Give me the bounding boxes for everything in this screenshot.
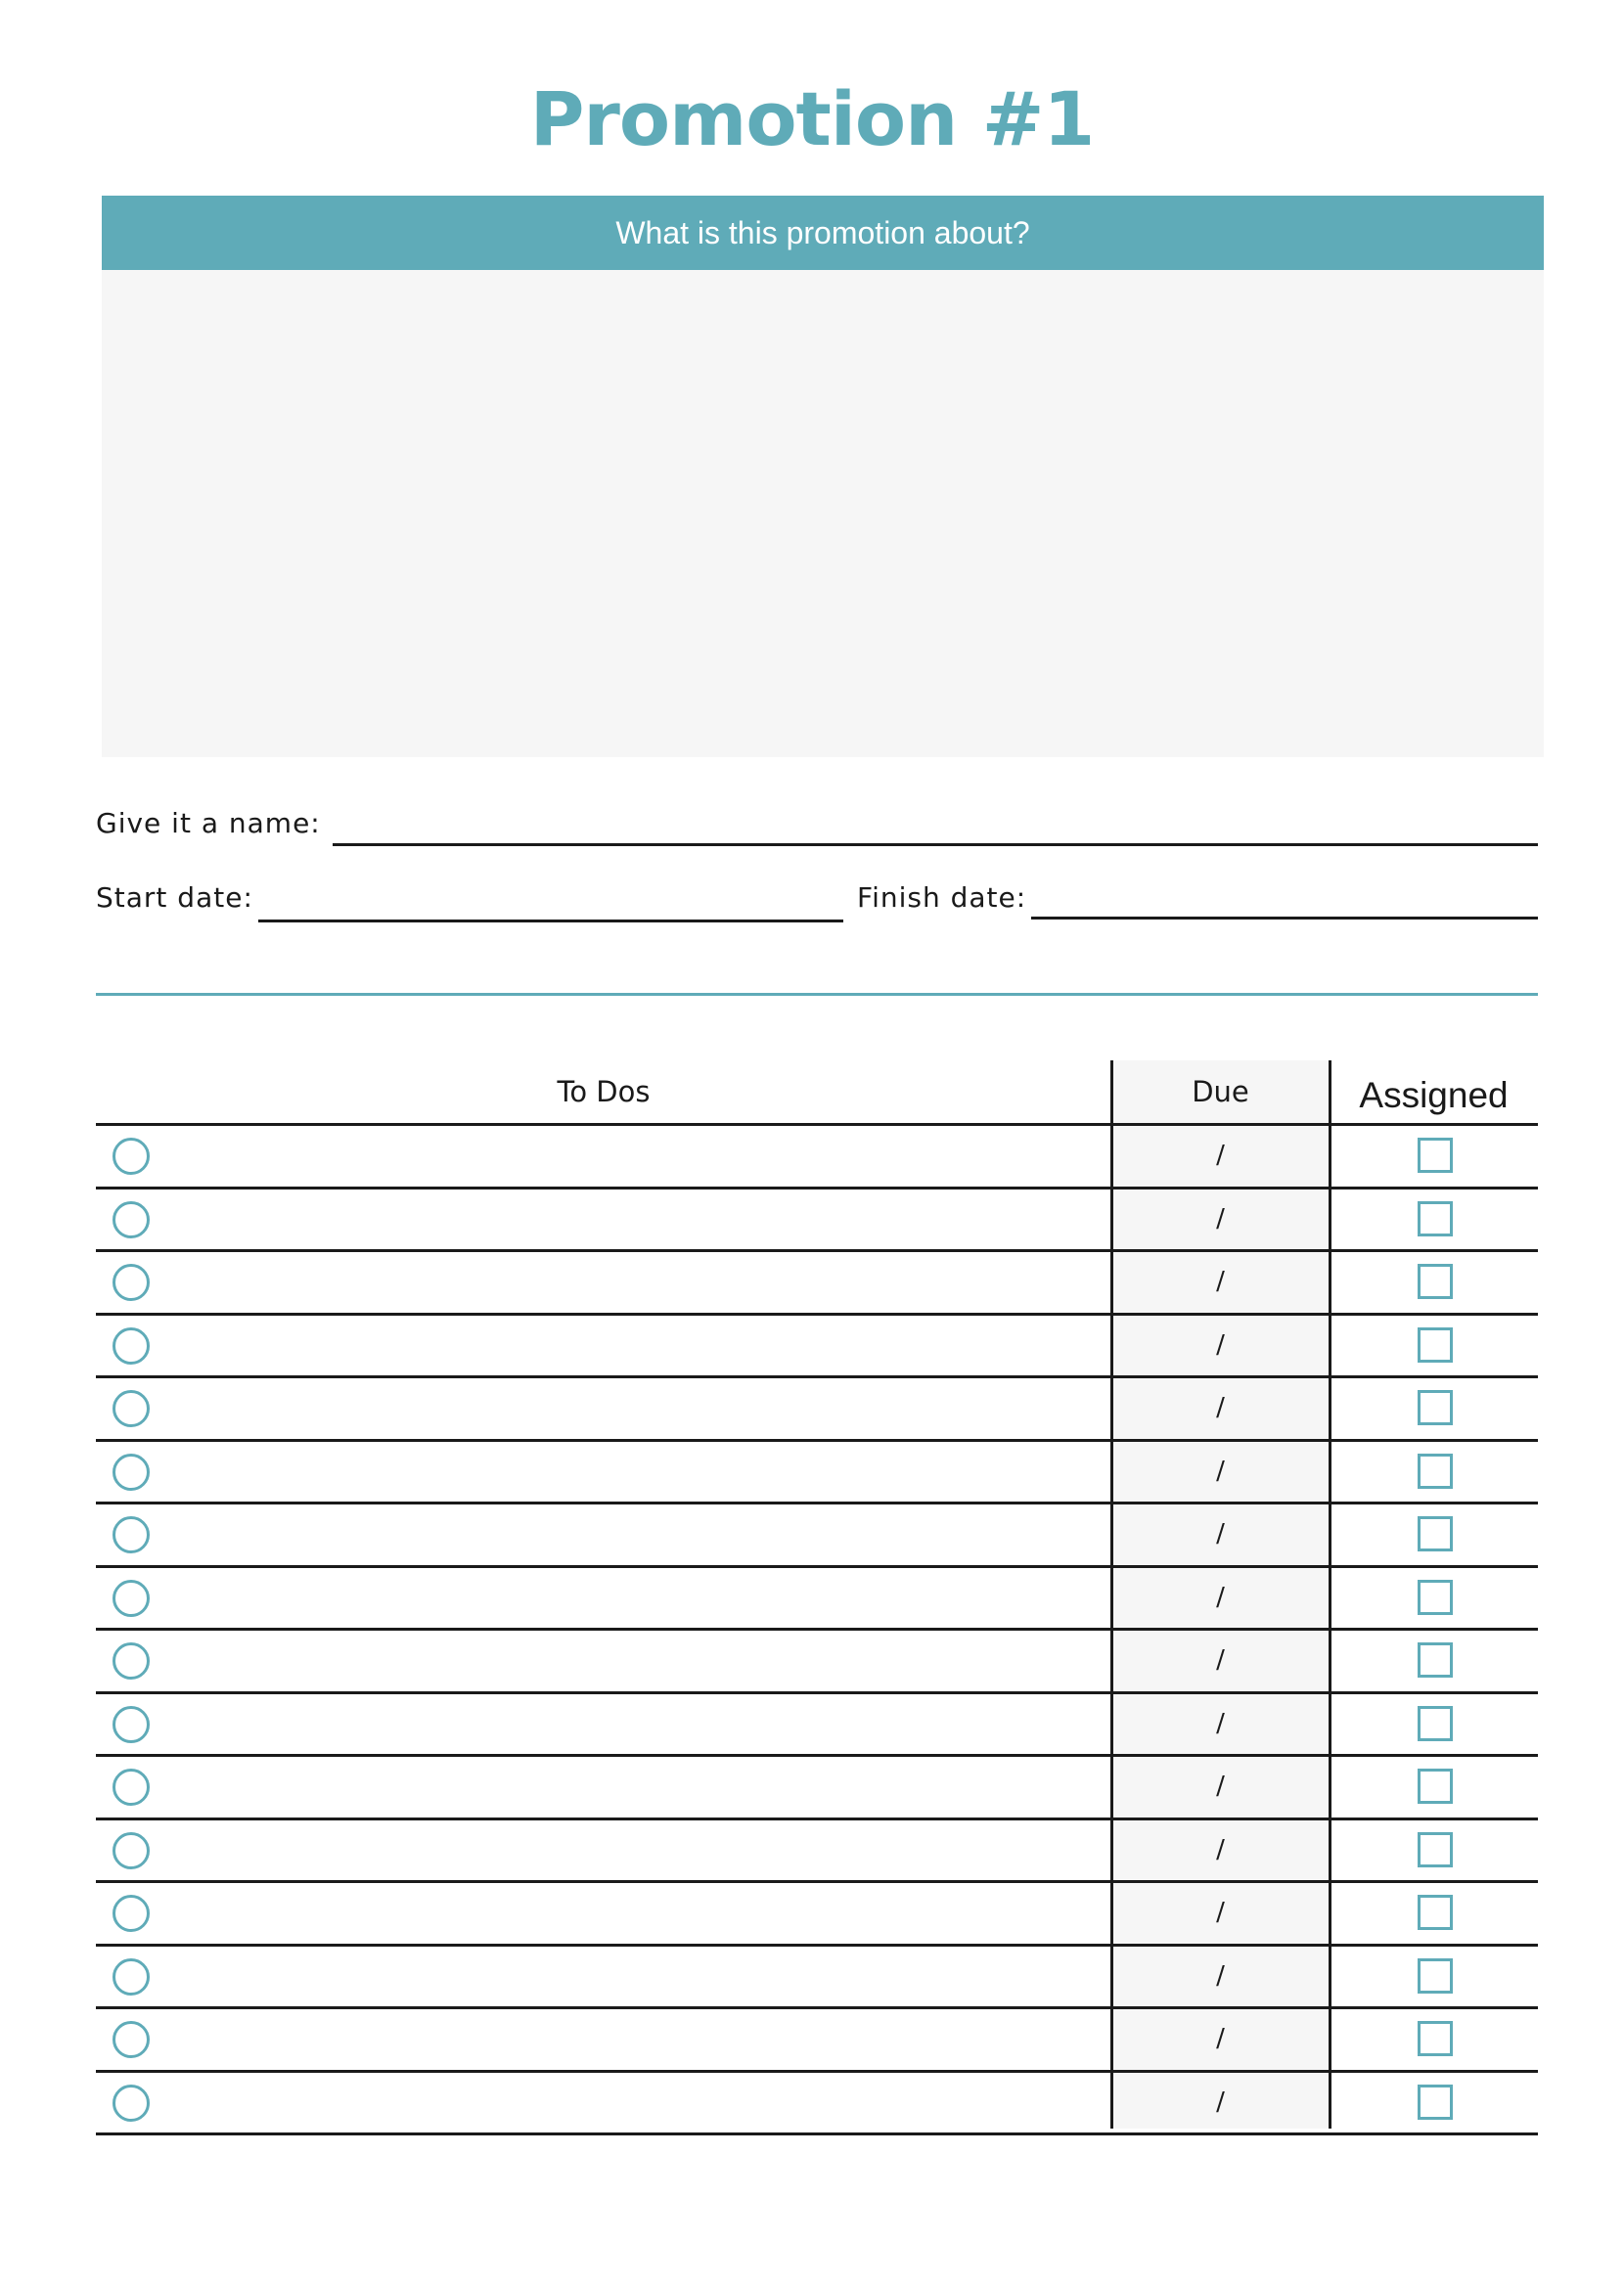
section-divider [96, 993, 1538, 996]
checkbox-icon[interactable] [1418, 1327, 1453, 1363]
checkbox-icon[interactable] [1418, 1706, 1453, 1741]
circle-outline-icon[interactable] [113, 1895, 150, 1932]
finish-date-label: Finish date: [857, 881, 1027, 914]
table-row [96, 1442, 1538, 1505]
circle-outline-icon[interactable] [113, 1769, 150, 1806]
due-date-field[interactable]: / [1216, 1708, 1225, 1738]
todo-text-field[interactable] [158, 1757, 1098, 1817]
todo-rows [96, 1123, 1538, 2135]
table-row [96, 2073, 1538, 2136]
todo-text-field[interactable] [158, 1504, 1098, 1564]
todo-text-field[interactable] [158, 1126, 1098, 1186]
table-row [96, 1757, 1538, 1820]
table-row [96, 1694, 1538, 1758]
assigned-column-header: Assigned [1359, 1075, 1509, 1115]
due-date-field[interactable]: / [1216, 1329, 1225, 1360]
due-date-field[interactable]: / [1216, 1456, 1225, 1486]
due-date-field[interactable]: / [1216, 1267, 1225, 1296]
todo-text-field[interactable] [158, 1442, 1098, 1502]
checkbox-icon[interactable] [1418, 2021, 1453, 2056]
due-column-header: Due [1192, 1075, 1249, 1108]
circle-outline-icon[interactable] [113, 2085, 150, 2122]
todo-text-field[interactable] [158, 1252, 1098, 1312]
table-row [96, 2009, 1538, 2073]
circle-outline-icon[interactable] [113, 1201, 150, 1238]
circle-outline-icon[interactable] [113, 1580, 150, 1617]
todo-text-field[interactable] [158, 1316, 1098, 1375]
checkbox-icon[interactable] [1418, 1390, 1453, 1425]
start-date-label: Start date: [96, 881, 253, 914]
about-text-area[interactable] [102, 270, 1544, 757]
circle-outline-icon[interactable] [113, 1454, 150, 1491]
todo-text-field[interactable] [158, 1631, 1098, 1690]
checkbox-icon[interactable] [1418, 1201, 1453, 1236]
table-row [96, 1189, 1538, 1253]
todo-text-field[interactable] [158, 1378, 1098, 1438]
name-label: Give it a name: [96, 807, 321, 839]
page-title: Promotion #1 [529, 75, 1095, 162]
circle-outline-icon[interactable] [113, 2021, 150, 2058]
todo-text-field[interactable] [158, 2009, 1098, 2069]
circle-outline-icon[interactable] [113, 1516, 150, 1553]
checkbox-icon[interactable] [1418, 1264, 1453, 1299]
table-row [96, 1947, 1538, 2010]
table-row [96, 1820, 1538, 1884]
todo-text-field[interactable] [158, 1820, 1098, 1880]
circle-outline-icon[interactable] [113, 1958, 150, 1996]
todo-text-field[interactable] [158, 2073, 1098, 2132]
about-section-header: What is this promotion about? [102, 196, 1544, 270]
circle-outline-icon[interactable] [113, 1832, 150, 1869]
table-row [96, 1378, 1538, 1442]
checkbox-icon[interactable] [1418, 2085, 1453, 2120]
due-date-field[interactable]: / [1216, 1393, 1225, 1422]
checkbox-icon[interactable] [1418, 1138, 1453, 1173]
table-row [96, 1568, 1538, 1632]
table-row [96, 1252, 1538, 1316]
todo-text-field[interactable] [158, 1694, 1098, 1754]
due-date-field[interactable]: / [1216, 1960, 1225, 1991]
due-date-field[interactable]: / [1216, 1582, 1225, 1612]
name-field[interactable] [333, 843, 1538, 846]
todos-column-header: To Dos [557, 1075, 651, 1108]
due-date-field[interactable]: / [1216, 1519, 1225, 1548]
table-row [96, 1126, 1538, 1189]
table-row [96, 1316, 1538, 1379]
checkbox-icon[interactable] [1418, 1958, 1453, 1994]
table-row [96, 1883, 1538, 1947]
finish-date-field[interactable] [1031, 917, 1538, 920]
due-date-field[interactable]: / [1216, 1772, 1225, 1801]
checkbox-icon[interactable] [1418, 1454, 1453, 1489]
circle-outline-icon[interactable] [113, 1138, 150, 1175]
todo-text-field[interactable] [158, 1568, 1098, 1628]
todo-text-field[interactable] [158, 1947, 1098, 2006]
checkbox-icon[interactable] [1418, 1516, 1453, 1551]
todo-table [96, 1060, 1538, 2129]
checkbox-icon[interactable] [1418, 1769, 1453, 1804]
due-date-field[interactable]: / [1216, 2024, 1225, 2053]
due-date-field[interactable]: / [1216, 1203, 1225, 1234]
circle-outline-icon[interactable] [113, 1327, 150, 1365]
checkbox-icon[interactable] [1418, 1895, 1453, 1930]
circle-outline-icon[interactable] [113, 1390, 150, 1427]
checkbox-icon[interactable] [1418, 1580, 1453, 1615]
due-date-field[interactable]: / [1216, 1141, 1225, 1170]
circle-outline-icon[interactable] [113, 1642, 150, 1680]
table-row [96, 1504, 1538, 1568]
due-date-field[interactable]: / [1216, 2087, 1225, 2117]
due-date-field[interactable]: / [1216, 1645, 1225, 1675]
table-row [96, 1631, 1538, 1694]
checkbox-icon[interactable] [1418, 1642, 1453, 1678]
checkbox-icon[interactable] [1418, 1832, 1453, 1867]
circle-outline-icon[interactable] [113, 1706, 150, 1743]
due-date-field[interactable]: / [1216, 1898, 1225, 1927]
due-date-field[interactable]: / [1216, 1834, 1225, 1864]
start-date-field[interactable] [258, 920, 843, 922]
todo-text-field[interactable] [158, 1883, 1098, 1943]
circle-outline-icon[interactable] [113, 1264, 150, 1301]
todo-text-field[interactable] [158, 1189, 1098, 1249]
